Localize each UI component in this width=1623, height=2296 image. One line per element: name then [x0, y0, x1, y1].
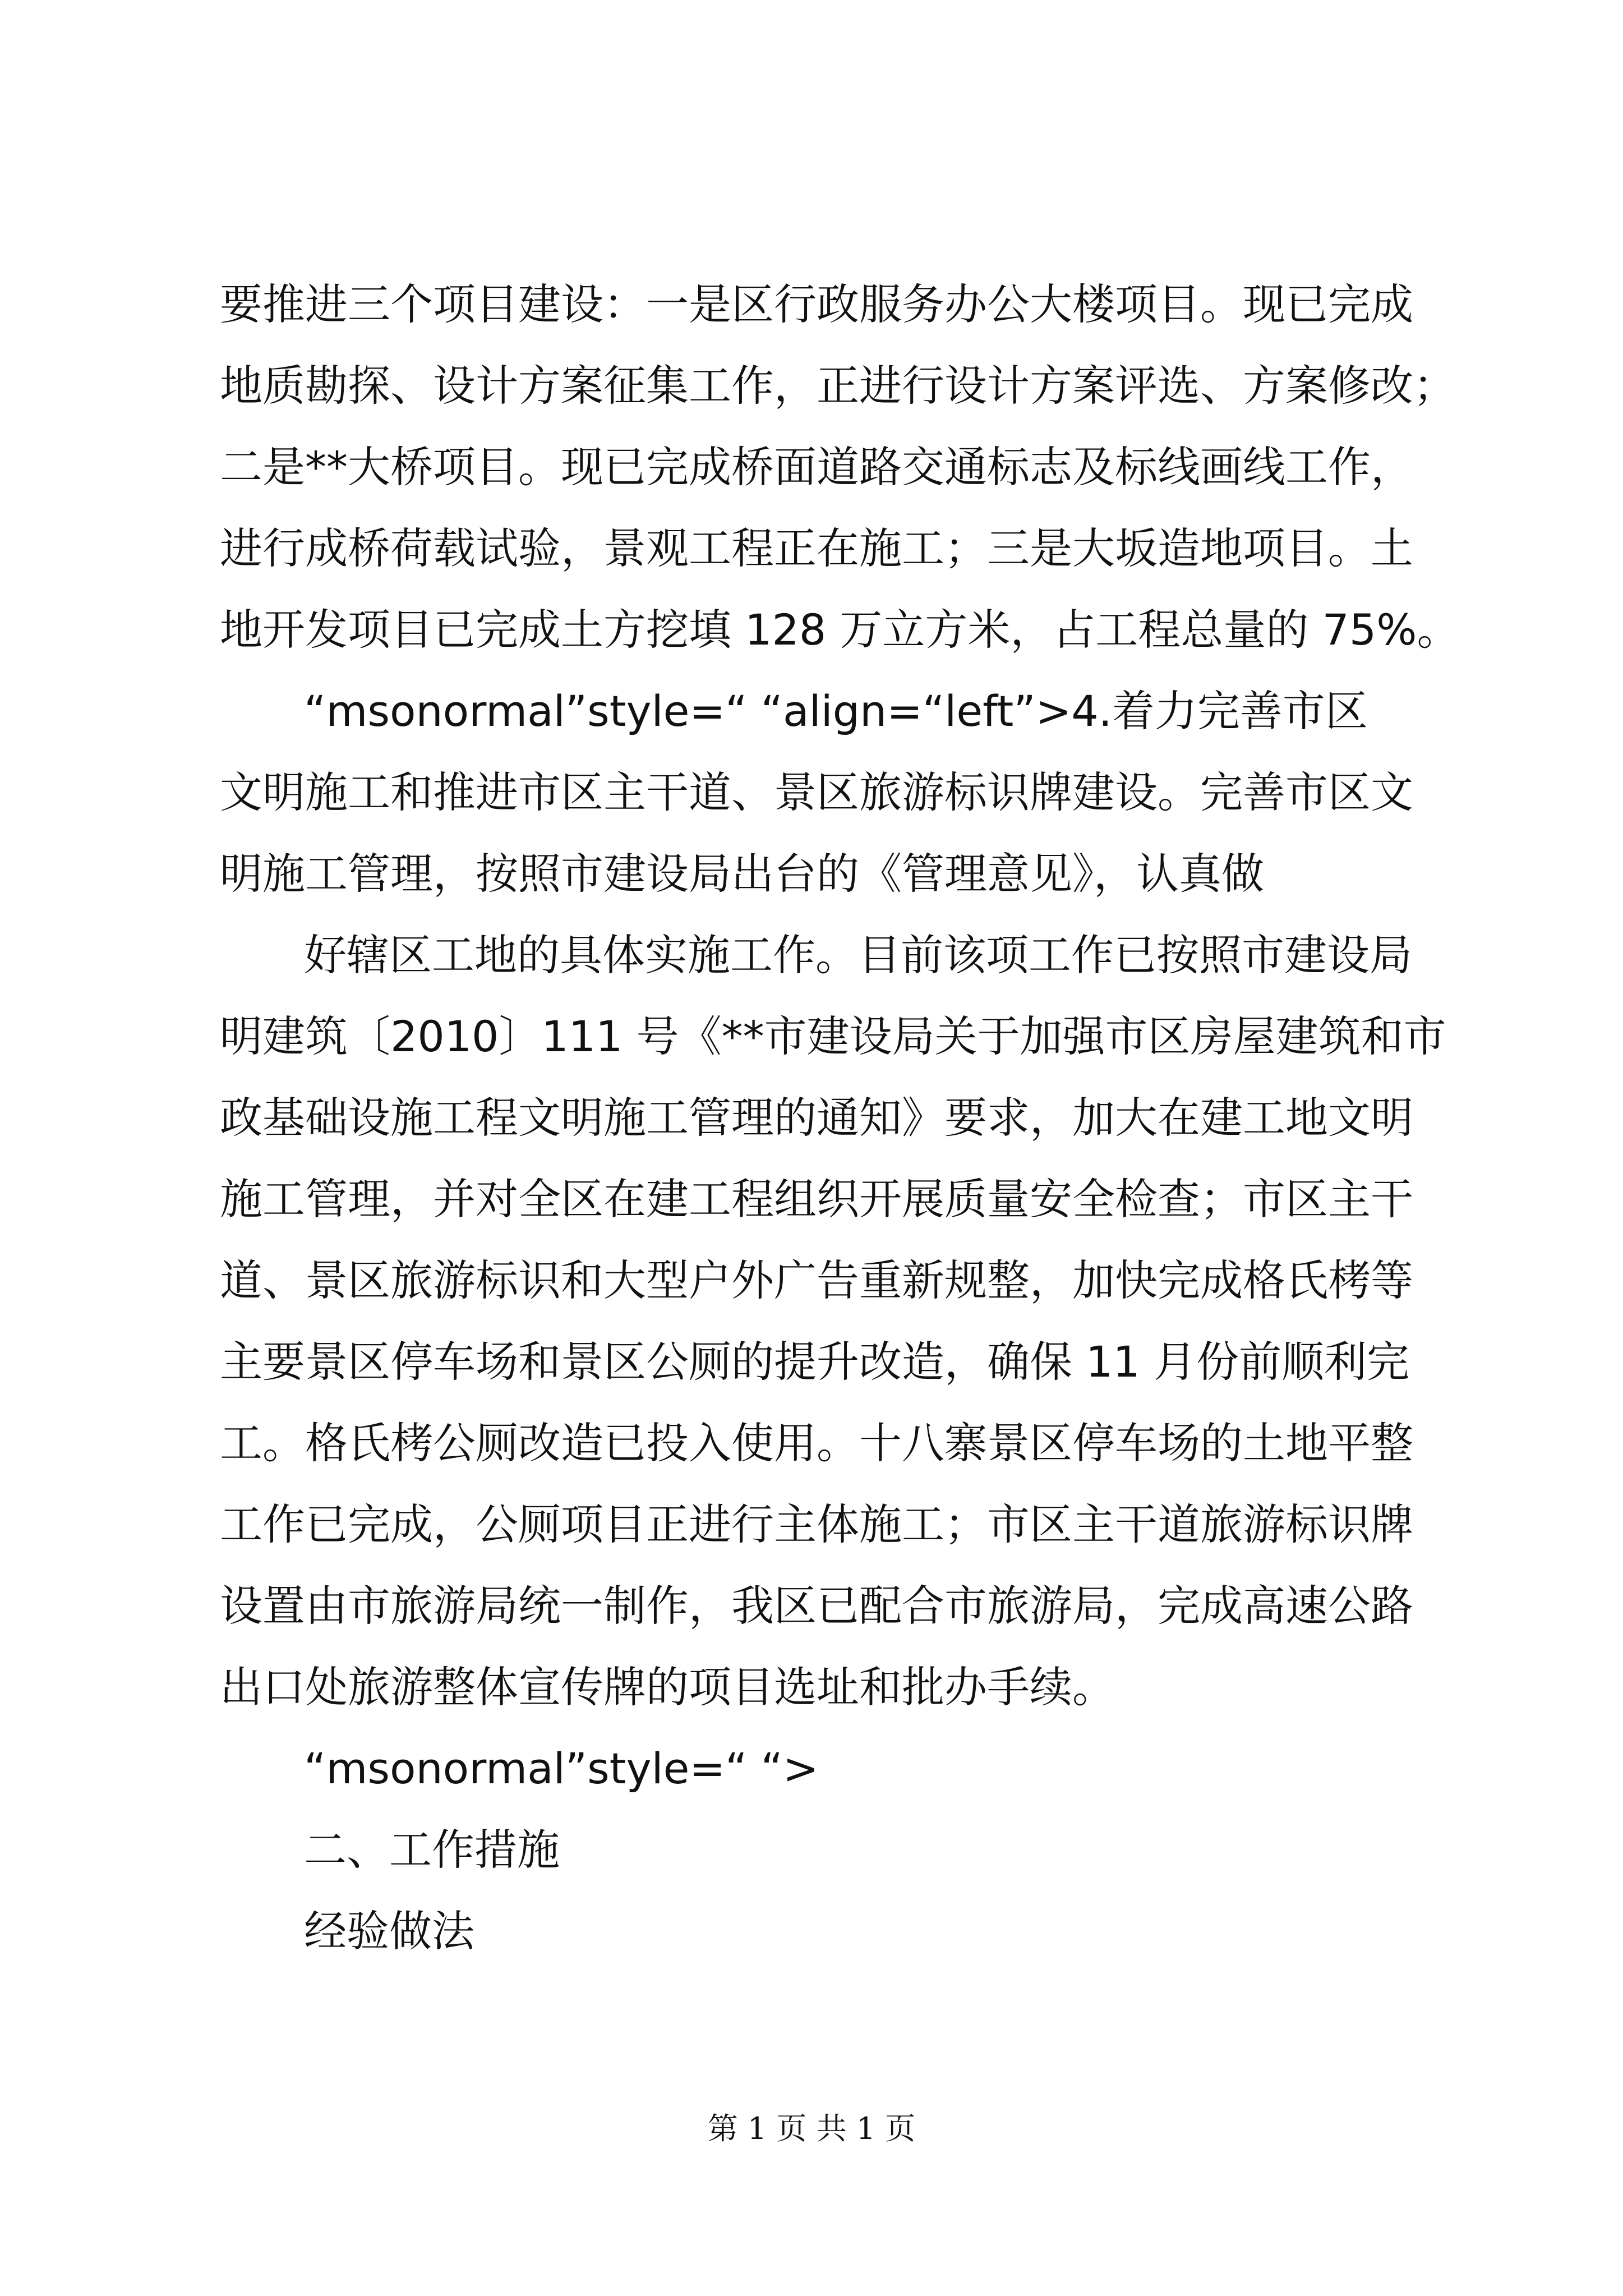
text-line: 文明施工和推进市区主干道、景区旅游标识牌建设。完善市区文	[220, 767, 1413, 817]
text-line: 施工管理，并对全区在建工程组织开展质量安全检查；市区主干	[220, 1174, 1413, 1224]
text-line: 出口处旅游整体宣传牌的项目选址和批办手续。	[220, 1662, 1115, 1712]
paragraph-3	[220, 914, 1446, 1728]
text-line: 主要景区停车场和景区公厕的提升改造，确保 11 月份前顺利完	[220, 1337, 1410, 1387]
paragraph-2	[220, 670, 1431, 914]
text-line: 工作已完成，公厕项目正进行主体施工；市区主干道旅游标识牌	[220, 1499, 1413, 1549]
text-line: 进行成桥荷载试验，景观工程正在施工；三是大坂造地项目。土	[220, 523, 1413, 573]
text-line: 道、景区旅游标识和大型户外广告重新规整，加快完成格氏栲等	[220, 1255, 1413, 1305]
text-line: 二是**大桥项目。现已完成桥面道路交通标志及标线画线工作，	[220, 442, 1413, 492]
text-line: 明建筑〔2010〕111 号《**市建设局关于加强市区房屋建筑和市	[220, 1011, 1446, 1061]
page-footer: 第 1 页 共 1 页	[707, 2111, 916, 2146]
text-line: 设置由市旅游局统一制作，我区已配合市旅游局，完成高速公路	[220, 1581, 1413, 1631]
paragraph-1	[220, 264, 1460, 670]
section-subheading: 经验做法	[304, 1906, 474, 1956]
text-line: 政基础设施工程文明施工管理的通知》要求，加大在建工地文明	[220, 1093, 1413, 1143]
text-line: “msonormal”style=“ “align=“left”>4.着力完善市区	[304, 686, 1368, 736]
text-line: 地质勘探、设计方案征集工作，正进行设计方案评选、方案修改；	[220, 361, 1456, 411]
paragraph-4: “msonormal”style=“ “>	[304, 1743, 819, 1793]
text-line: 要推进三个项目建设：一是区行政服务办公大楼项目。现已完成	[220, 279, 1413, 329]
text-line: 明施工管理，按照市建设局出台的《管理意见》，认真做	[220, 849, 1264, 899]
text-line: 地开发项目已完成土方挖填 128 万立方米，占工程总量的 75%。	[220, 605, 1460, 655]
document-body	[220, 264, 1460, 1972]
text-line: 好辖区工地的具体实施工作。目前该项工作已按照市建设局	[304, 930, 1412, 980]
text-line: 工。格氏栲公厕改造已投入使用。十八寨景区停车场的土地平整	[220, 1418, 1413, 1468]
section-heading: 二、工作措施	[304, 1825, 560, 1875]
